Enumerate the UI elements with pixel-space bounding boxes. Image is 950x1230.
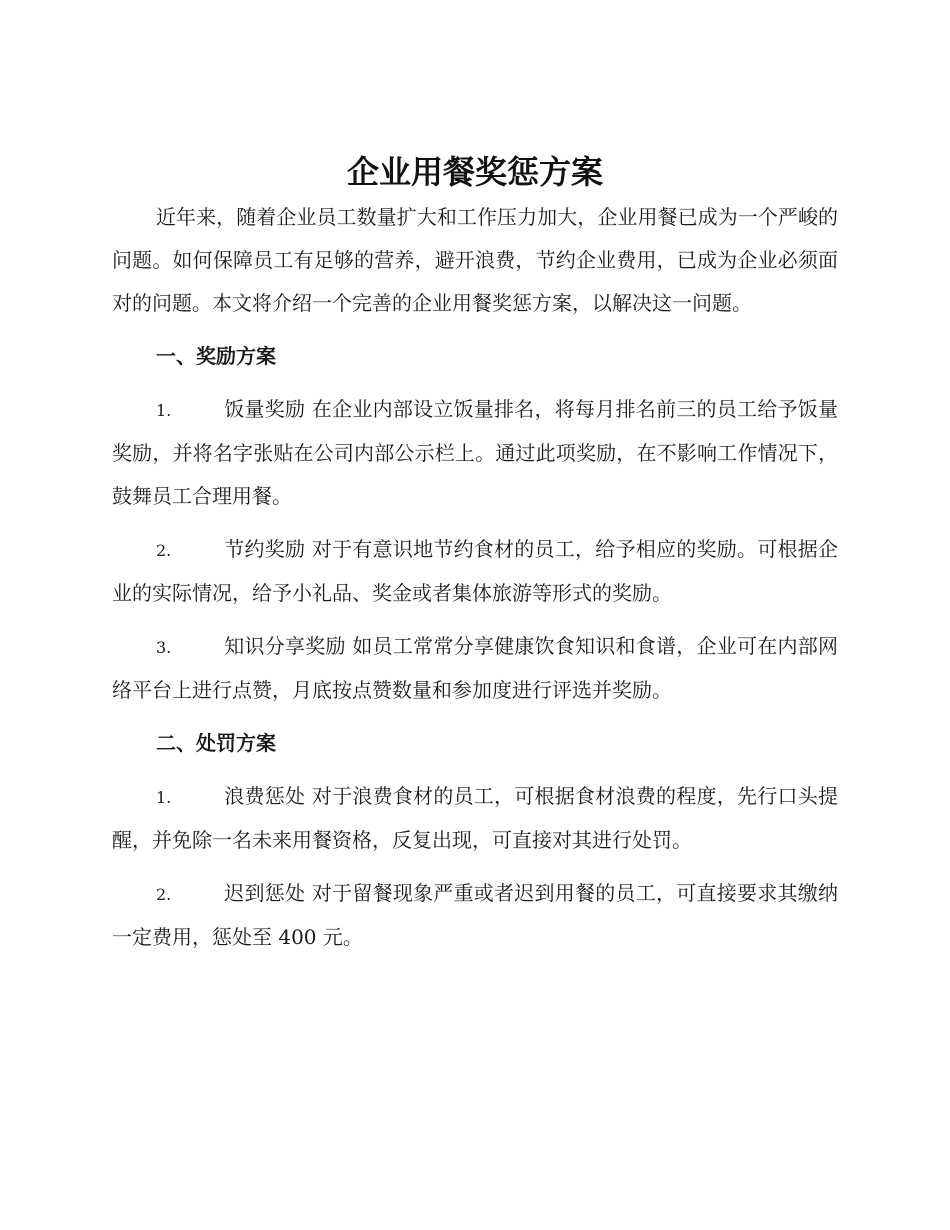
list-item: [112, 775, 838, 862]
item-label: 节约奖励: [224, 537, 306, 561]
section-heading: 一、奖励方案: [156, 344, 276, 368]
item-text: 在企业内部设立饭量排名，将每月排名前三的员工给予饭量奖励，并将名字张贴在公司内部公示栏上。通过此项奖励，在不影响工作情况下，鼓舞员工合理用餐。: [112, 397, 838, 508]
item-number: 2.: [156, 885, 172, 904]
section-penalties: [112, 722, 838, 959]
item-number: 2.: [156, 541, 172, 560]
list-item: [112, 872, 838, 959]
section-heading: 二、处罚方案: [156, 731, 276, 755]
list-item: [112, 388, 838, 518]
intro-paragraph: 近年来，随着企业员工数量扩大和工作压力加大，企业用餐已成为一个严峻的问题。如何保障员工有足够的营养，避开浪费，节约企业费用，已成为企业必须面对的问题。本文将介绍一个完善的企业用餐奖惩方案，以解决这一问题。: [112, 205, 838, 315]
item-text: 对于有意识地节约食材的员工，给予相应的奖励。可根据企业的实际情况，给予小礼品、奖金或者集体旅游等形式的奖励。: [112, 537, 838, 605]
item-label: 知识分享奖励: [224, 634, 346, 658]
section-rewards: [112, 335, 838, 712]
item-number: 1.: [156, 401, 172, 420]
list-item: [112, 625, 838, 712]
list-item: [112, 528, 838, 615]
item-label: 浪费惩处: [224, 784, 306, 808]
item-text: 对于留餐现象严重或者迟到用餐的员工，可直接要求其缴纳一定费用，惩处至 400 元。: [112, 881, 838, 949]
item-number: 3.: [156, 638, 172, 657]
item-text: 如员工常常分享健康饮食知识和食谱，企业可在内部网络平台上进行点赞，月底按点赞数量和参加度进行评选并奖励。: [112, 634, 839, 702]
document-title: 企业用餐奖惩方案: [346, 153, 603, 191]
item-label: 迟到惩处: [224, 881, 306, 905]
item-number: 1.: [156, 788, 172, 807]
item-label: 饭量奖励: [224, 397, 306, 421]
item-text: 对于浪费食材的员工，可根据食材浪费的程度，先行口头提醒，并免除一名未来用餐资格，反复出现，可直接对其进行处罚。: [112, 784, 838, 852]
